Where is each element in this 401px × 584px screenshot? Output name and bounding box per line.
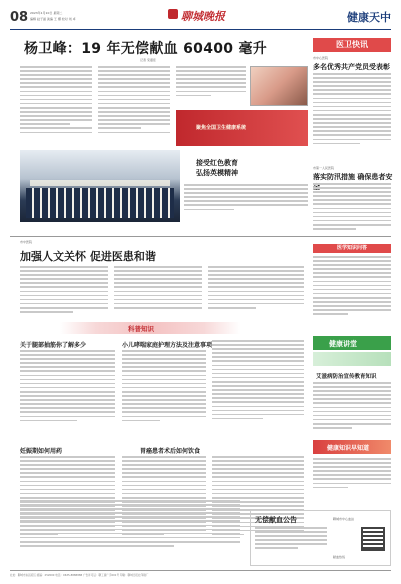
right-banner2-body [313, 458, 391, 498]
lead-headline: 杨卫峰：19 年无偿献血 60400 毫升 [24, 41, 268, 57]
date-line: 2023年1月10日 星期二 [30, 11, 63, 15]
donation-box [250, 510, 391, 566]
lead-photo-1 [250, 66, 308, 106]
lead-photo-group [20, 150, 180, 222]
story3-kicker: 市中医院 [20, 240, 33, 244]
lead-body-col3 [176, 66, 246, 104]
lead-banner [176, 110, 308, 146]
footer-rule [10, 570, 391, 571]
right-banner2-title: 健康知识早知道 [327, 445, 370, 452]
news1-kicker: 市中心医院 [313, 56, 329, 60]
news2-kicker: 市第一人民医院 [313, 166, 335, 170]
column-f-title: 胃癌患者术后如何饮食 [140, 448, 201, 455]
column-b-body [122, 350, 206, 440]
column-a-title: 关于腿部抽筋你了解多少 [20, 342, 87, 349]
lead-photo-note [184, 184, 308, 224]
right-illustration [313, 352, 391, 366]
story3-col1 [20, 266, 108, 322]
right-story-title: 艾滋病防治宣传教育知识 [316, 374, 377, 380]
donation-body [255, 527, 327, 563]
right-green-banner [313, 336, 391, 350]
lead-body-col2 [98, 66, 170, 146]
knowledge-banner [60, 322, 240, 334]
right-story-body [313, 382, 391, 438]
lead-body-col1 [20, 66, 92, 146]
editor-line: 编辑 赵子涵 美编 王 娜 校对 刘 卓 [30, 17, 76, 21]
page-number: 08 [10, 10, 29, 25]
news1-body [313, 73, 391, 161]
lead-byline: 记者 宋嘉佳 [140, 58, 156, 62]
masthead-emblem-icon [168, 9, 178, 19]
donation-line-2: 献血热线 [333, 555, 346, 559]
column-a-body [20, 350, 115, 440]
masthead-text: 聊城晚报 [181, 10, 225, 23]
lead-banner-text: 聚焦全国卫生健康系统 [196, 125, 247, 131]
column-b-title: 小儿哮喘家庭护理方法及注意事项 [122, 342, 213, 349]
health-box-body [313, 256, 391, 330]
column-b-body2 [212, 340, 304, 440]
news2-title: 落实防汛措施 确保患者安 [313, 173, 393, 181]
story3-title: 加强人文关怀 促进医患和谐 [20, 250, 156, 263]
health-box-title: 医学知识问答 [313, 244, 391, 253]
header-rule [10, 29, 391, 30]
right-banner2 [313, 440, 391, 454]
knowledge-banner-text: 科普知识 [128, 325, 154, 333]
right-box-title: 医卫快讯 [313, 38, 391, 52]
column-e-title: 妊娠期如何用药 [20, 448, 63, 455]
mid-rule [10, 236, 391, 237]
donation-title: 无偿献血公告 [255, 516, 297, 524]
bottom-left-body [20, 500, 240, 562]
masthead-logo [168, 7, 248, 25]
caption-title: 接受红色教育 弘扬英模精神 [196, 159, 238, 177]
donation-line-1: 聊城市中心血站 [333, 517, 355, 521]
right-green-title: 健康讲堂 [329, 340, 357, 348]
footer-text: 社址：聊城市东昌府区 邮编：252000 电话：0635-8888888 广告许可证：聊工商广字001号 印刷：聊城日报社印刷厂 [10, 574, 149, 577]
news1-title: 多名优秀共产党员受表彰 [313, 63, 390, 71]
page-header [10, 6, 391, 28]
lead-photo-caption [196, 158, 296, 178]
story3-col2 [114, 266, 202, 322]
qr-code-icon [361, 527, 385, 551]
story3-col3 [208, 266, 304, 322]
news2-body [313, 183, 391, 243]
section-title: 健康天中 [347, 11, 391, 24]
